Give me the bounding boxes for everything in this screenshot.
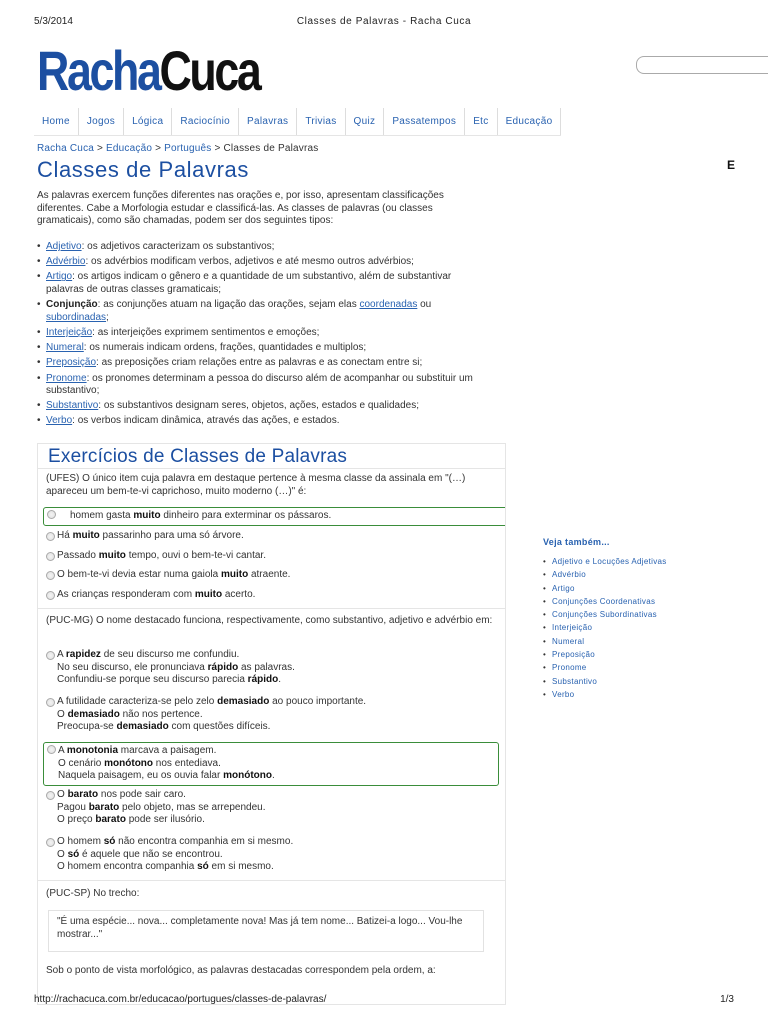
term-link[interactable]: Preposição [46,357,97,369]
radio-button[interactable] [46,651,55,660]
radio-button[interactable] [46,571,55,580]
answer-option[interactable]: O homem só não encontra companhia em si mesmo. O só é aquele que não se encontrou. O homem encontra companhia só em si mesmo. [43,836,497,874]
list-item: • Substantivo: os substantivos designam seres, objetos, ações, estados e qualidades; [37,400,487,413]
see-also-link[interactable]: • Adjetivo e Locuções Adjetivas [543,555,667,568]
radio-button[interactable] [46,698,55,707]
answer-option[interactable]: A futilidade caracteriza-se pelo zelo demasiado ao pouco importante. O demasiado não nos pertence. Preocupa-se demasiado com questões difíceis. [43,696,497,734]
sidebar-cut-letter: E [727,158,736,172]
highlighted-word: monótono [223,770,272,782]
term-link[interactable]: Pronome [46,372,87,384]
print-date: 5/3/2014 [34,16,73,27]
breadcrumb-link[interactable]: Português [164,143,212,154]
term-link[interactable]: Substantivo [46,400,99,412]
word-class-list [37,241,487,431]
list-item: • Preposição: as preposições criam relações entre as palavras e as conectam entre si; [37,357,487,370]
breadcrumb-link[interactable]: Educação [106,143,153,154]
highlighted-word: demasiado [116,721,169,733]
nav-link-passatempos[interactable]: Passatempos [384,108,465,135]
see-also-title: Veja também... [543,537,610,547]
exercises-box [37,443,506,1005]
highlighted-word: muito [133,510,161,521]
highlighted-word: só [197,861,209,873]
radio-button[interactable] [46,791,55,800]
logo-part-cuca: Cuca [159,39,260,102]
term-link[interactable]: Artigo [46,271,73,283]
print-header [34,16,734,30]
highlighted-word: muito [72,530,100,541]
nav-link-jogos[interactable]: Jogos [79,108,124,135]
list-item: • Pronome: os pronomes determinam a pessoa do discurso além de acompanhar ou substituir um substantivo; [37,373,487,398]
highlighted-word: barato [67,789,99,800]
highlighted-word: só [67,848,80,860]
nav-link-home[interactable]: Home [34,108,79,135]
term-inline-link[interactable]: subordinadas [46,311,107,323]
see-also-link[interactable]: • Conjunções Coordenativas [543,595,667,608]
see-also-link[interactable]: • Conjunções Subordinativas [543,608,667,621]
list-item: • Conjunção: as conjunções atuam na ligação das orações, sejam elas coordenadas ou subordinadas; [37,299,487,324]
page-title: Classes de Palavras [37,157,249,182]
highlighted-word: muito [98,550,126,561]
radio-button[interactable] [47,510,56,519]
list-item: • Adjetivo: os adjetivos caracterizam os substantivos; [37,241,487,254]
answer-option[interactable]: As crianças responderam com muito acerto. [43,589,497,602]
intro-paragraph: As palavras exercem funções diferentes nas orações e, por isso, apresentam classificações diferentes. Cabe a Morfologia estudar e classificá-las. As classes de palavras (ou classes gramaticais), como são chamadas, podem ser dos seguintes tipos: [37,190,444,227]
see-also-link[interactable]: • Preposição [543,648,667,661]
list-item: • Interjeição: as interjeições exprimem sentimentos e emoções; [37,327,487,340]
print-page-number: 1/3 [720,994,734,1005]
radio-button[interactable] [46,591,55,600]
answer-option[interactable]: A monotonia marcava a paisagem. O cenário monótono nos entediava. Naquela paisagem, eu os ouvia falar monótono. [43,742,499,786]
nav-link-palavras[interactable]: Palavras [239,108,297,135]
term-inline-link[interactable]: coordenadas [359,299,418,311]
highlighted-word: muito [220,569,249,580]
nav-link-educação[interactable]: Educação [498,108,562,135]
logo-part-racha: Racha [37,39,160,102]
highlighted-word: só [103,836,116,847]
see-also-link[interactable]: • Substantivo [543,675,667,688]
term-link[interactable]: Adjetivo [46,241,82,252]
question-text: (PUC-SP) No trecho: [46,888,140,899]
radio-button[interactable] [47,745,56,754]
answer-option[interactable]: O bem-te-vi devia estar numa gaiola muito atraente. [43,569,497,582]
nav-link-trivias[interactable]: Trivias [297,108,345,135]
question-text: Sob o ponto de vista morfológico, as palavras destacadas correspondem pela ordem, a: [46,965,436,976]
answer-option[interactable]: A rapidez de seu discurso me confundiu. No seu discurso, ele pronunciava rápido as palavras. Confundiu-se porque seu discurso parecia rápido. [43,649,497,687]
term-link[interactable]: Conjunção [46,299,98,311]
highlighted-word: barato [95,814,126,826]
nav-link-etc[interactable]: Etc [465,108,497,135]
radio-button[interactable] [46,552,55,561]
question-divider [38,468,505,469]
nav-link-raciocínio[interactable]: Raciocínio [172,108,239,135]
highlighted-word: demasiado [217,696,270,707]
question-divider [38,608,505,609]
term-link[interactable]: Interjeição [46,326,93,338]
question-text: (PUC-MG) O nome destacado funciona, respectivamente, como substantivo, adjetivo e advérbio em: [46,615,493,626]
breadcrumb-link[interactable]: Racha Cuca [37,143,95,154]
highlighted-word: monotonia [66,745,119,756]
see-also-link[interactable]: • Pronome [543,661,667,674]
main-nav [34,108,561,136]
question-text: (UFES) O único item cuja palavra em destaque pertence à mesma classe da assinala em "(…) apareceu um bem-te-vi caprichoso, muito moderno (…)" é: [46,473,466,497]
highlighted-word: rápido [207,661,239,673]
breadcrumb: Racha Cuca > Educação > Português > Classes de Palavras [37,143,319,154]
radio-button[interactable] [46,532,55,541]
see-also-link[interactable]: • Interjeição [543,621,667,634]
answer-option[interactable]: O barato nos pode sair caro. Pagou barato pelo objeto, mas se arrependeu. O preço barato pode ser ilusório. [43,789,497,827]
see-also-link[interactable]: • Verbo [543,688,667,701]
site-logo[interactable] [37,40,259,102]
exercises-title: Exercícios de Classes de Palavras [48,446,348,467]
list-item: • Advérbio: os advérbios modificam verbos, adjetivos e até mesmo outros advérbios; [37,256,487,269]
highlighted-word: demasiado [67,708,120,720]
see-also-link[interactable]: • Advérbio [543,568,667,581]
breadcrumb-current: Classes de Palavras [223,143,319,154]
see-also-link[interactable]: • Artigo [543,582,667,595]
list-item: • Numeral: os numerais indicam ordens, frações, quantidades e multiplos; [37,342,487,355]
answer-option[interactable]: Passado muito tempo, ouvi o bem-te-vi cantar. [43,550,497,563]
highlighted-word: rapidez [65,649,101,660]
nav-link-lógica[interactable]: Lógica [124,108,172,135]
search-input[interactable] [636,56,768,74]
term-link[interactable]: Advérbio [46,256,86,268]
term-link[interactable]: Verbo [46,415,73,427]
answer-option[interactable]: homem gasta muito dinheiro para exterminar os pássaros. [43,507,506,526]
term-link[interactable]: Numeral [46,342,84,354]
highlighted-word: muito [194,589,223,600]
highlighted-word: rápido [247,674,279,686]
list-item: • Artigo: os artigos indicam o gênero e a quantidade de um substantivo, além de substantivar palavras de outras classes gramaticais; [37,271,487,296]
print-title: Classes de Palavras - Racha Cuca [296,16,472,27]
print-url: http://rachacuca.com.br/educacao/portugues/classes-de-palavras/ [34,994,327,1005]
answer-option[interactable]: Há muito passarinho para uma só árvore. [43,530,497,543]
radio-button[interactable] [46,838,55,847]
see-also-link[interactable]: • Numeral [543,635,667,648]
highlighted-word: monótono [104,757,154,769]
quoted-passage: "É uma espécie... nova... completamente nova! Mas já tem nome... Batizei-a logo... Vou-lhe mostrar..." [48,910,484,952]
nav-link-quiz[interactable]: Quiz [346,108,385,135]
question-divider [38,880,505,881]
list-item: • Verbo: os verbos indicam dinâmica, através das ações, e estados. [37,415,487,428]
see-also-list [543,555,667,701]
highlighted-word: barato [88,801,120,813]
